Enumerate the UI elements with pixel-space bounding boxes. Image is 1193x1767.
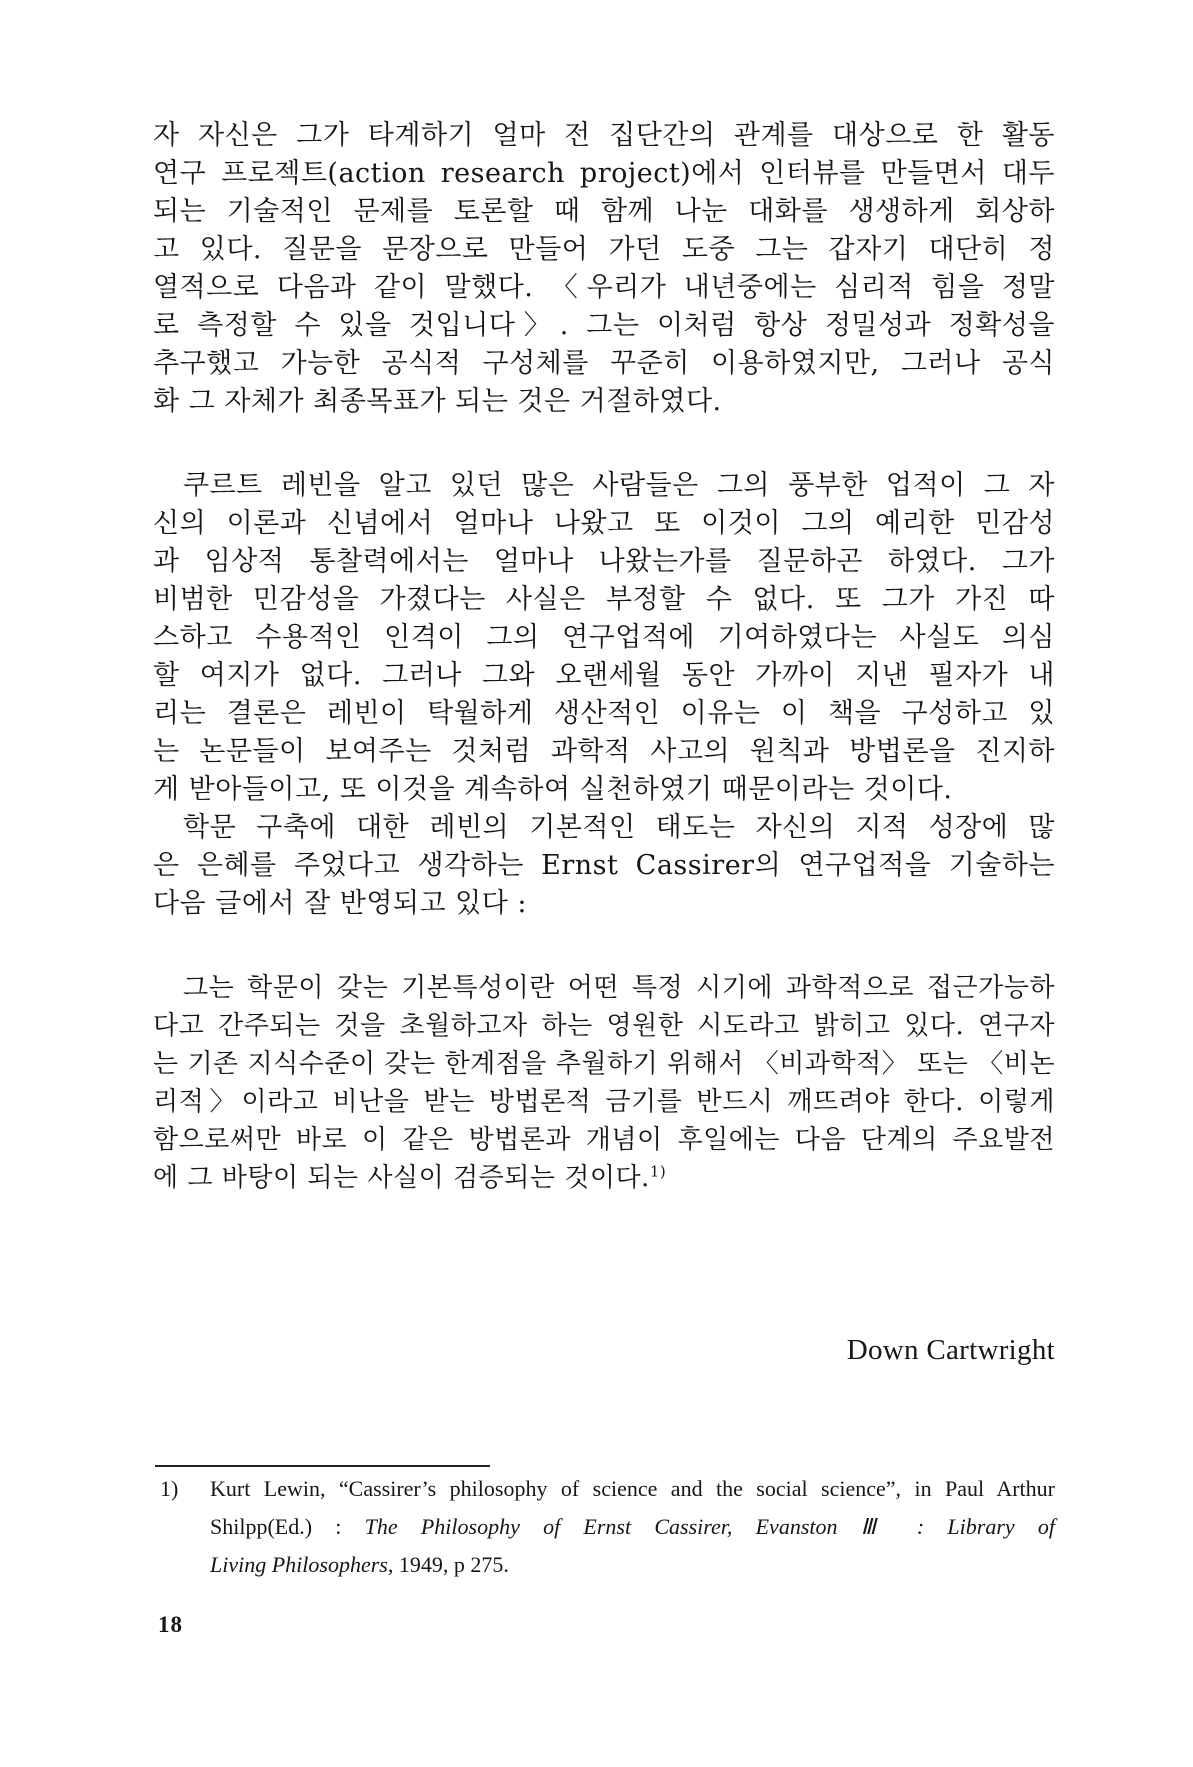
text-line: 은 은혜를 주었다고 생각하는 Ernst Cassirer의 연구업적을 기술하는 — [153, 850, 1055, 881]
footnote-divider — [155, 1465, 490, 1467]
text-line: 리는 결론은 레빈이 탁월하게 생산적인 이유는 이 책을 구성하고 있 — [153, 698, 1055, 729]
quote-line: 는 기존 지식수준이 갖는 한계점을 추월하기 위해서 〈비과학적〉 또는 〈비논 — [153, 1049, 1055, 1079]
text-line: 할 여지가 없다. 그러나 그와 오랜세월 동안 가까이 지낸 필자가 내 — [153, 660, 1055, 691]
footnote-body — [210, 1470, 1055, 1584]
quote-last-text: 에 그 바탕이 되는 사실이 검증되는 것이다. — [153, 1163, 650, 1193]
text-line: 비범한 민감성을 가졌다는 사실은 부정할 수 없다. 또 그가 가진 따 — [153, 584, 1055, 615]
text-line: 연구 프로젝트(action research project)에서 인터뷰를 만들면서 대두 — [153, 158, 1055, 189]
footnote-series-title: Living Philosophers, — [210, 1552, 394, 1577]
text-line: 스하고 수용적인 인격이 그의 연구업적에 기여하였다는 사실도 의심 — [153, 622, 1055, 653]
quote-line: 다고 간주되는 것을 초월하고자 하는 영원한 시도라고 밝히고 있다. 연구자 — [153, 1011, 1055, 1041]
text-line: 추구했고 가능한 공식적 구성체를 꾸준히 이용하였지만, 그러나 공식 — [153, 348, 1055, 379]
text-line: 다음 글에서 잘 반영되고 있다 : — [153, 888, 527, 919]
quote-line — [153, 1158, 1055, 1198]
footnote-line: Kurt Lewin, “Cassirer’s philosophy of science and the social science”, in Paul Arthur — [210, 1476, 1055, 1501]
footnote-marker: 1) — [160, 1476, 179, 1501]
quote-line: 리적〉이라고 비난을 받는 방법론적 금기를 반드시 깨뜨려야 한다. 이렇게 — [153, 1087, 1055, 1117]
text-line: 열적으로 다음과 같이 말했다. 〈우리가 내년중에는 심리적 힘을 정말 — [153, 272, 1055, 303]
text-line: 게 받아들이고, 또 이것을 계속하여 실천하였기 때문이라는 것이다. — [153, 774, 953, 805]
quote-line: 그는 학문이 갖는 기본특성이란 어떤 특정 시기에 과학적으로 접근가능하 — [183, 973, 1055, 1003]
text-line: 쿠르트 레빈을 알고 있던 많은 사람들은 그의 풍부한 업적이 그 자 — [183, 470, 1055, 501]
quote-line: 함으로써만 바로 이 같은 방법론과 개념이 후일에는 다음 단계의 주요발전 — [153, 1125, 1055, 1155]
text-line: 자 자신은 그가 타계하기 얼마 전 집단간의 관계를 대상으로 한 활동 — [153, 120, 1055, 151]
page-number: 18 — [158, 1612, 183, 1637]
footnote-line — [210, 1508, 1055, 1546]
footnote-editor: Shilpp(Ed.) : — [210, 1514, 365, 1539]
text-line: 되는 기술적인 문제를 토론할 때 함께 나눈 대화를 생생하게 회상하 — [153, 196, 1055, 227]
footnote-line — [210, 1546, 1055, 1584]
author-signature: Down Cartwright — [846, 1334, 1055, 1366]
text-line: 는 논문들이 보여주는 것처럼 과학적 사고의 원칙과 방법론을 진지하 — [153, 736, 1055, 767]
text-line: 학문 구축에 대한 레빈의 기본적인 태도는 자신의 지적 성장에 많 — [183, 812, 1055, 843]
footnote-book-title: The Philosophy of Ernst Cassirer, Evanston Ⅲ : Library of — [364, 1514, 1055, 1539]
text-line: 신의 이론과 신념에서 얼마나 나왔고 또 이것이 그의 예리한 민감성 — [153, 508, 1055, 539]
footnote-year-page: 1949, p 275. — [393, 1552, 509, 1577]
text-line: 과 임상적 통찰력에서는 얼마나 나왔는가를 질문하곤 하였다. 그가 — [153, 546, 1055, 577]
text-line: 로 측정할 수 있을 것입니다〉. 그는 이처럼 항상 정밀성과 정확성을 — [153, 310, 1055, 341]
text-line: 고 있다. 질문을 문장으로 만들어 가던 도중 그는 갑자기 대단히 정 — [153, 234, 1055, 265]
text-line: 화 그 자체가 최종목표가 되는 것은 거절하였다. — [153, 386, 722, 417]
footnote-reference: 1) — [649, 1162, 667, 1181]
